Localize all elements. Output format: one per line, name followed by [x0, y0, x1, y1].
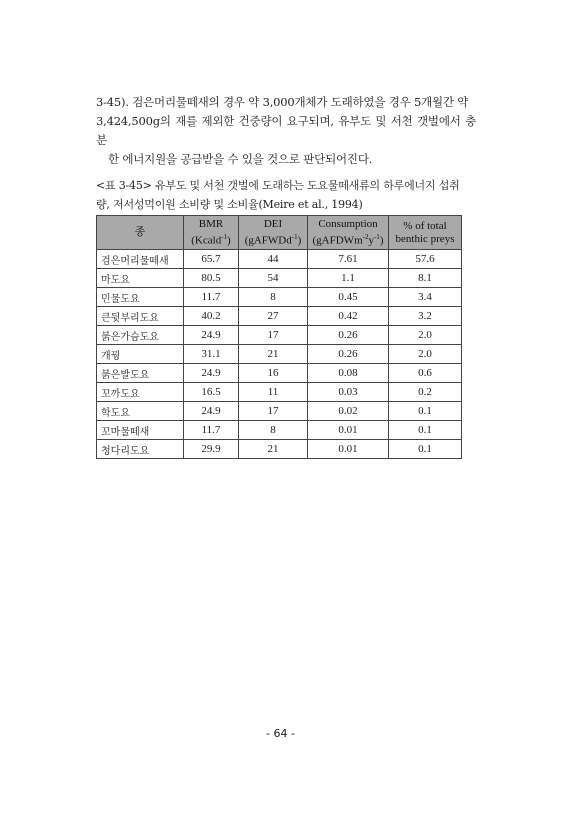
header-dei-unit: (gAFWDd: [244, 234, 292, 247]
header-bmr-unit: (Kcald: [191, 234, 222, 247]
table-row: [97, 421, 462, 440]
cell-bmr: 31.1: [184, 345, 239, 364]
cell-species: 꼬까도요: [97, 383, 184, 402]
cell-percent: 2.0: [389, 345, 462, 364]
cell-species: 청다리도요: [97, 440, 184, 459]
page-number: - 64 -: [266, 727, 295, 740]
cell-consumption: 0.02: [308, 402, 389, 421]
table-row: [97, 307, 462, 326]
cell-percent: 0.1: [389, 402, 462, 421]
cell-consumption: 1.1: [308, 269, 389, 288]
cell-bmr: 24.9: [184, 326, 239, 345]
paragraph-line: 3,424,500g의 재를 제외한 건중량이 요구되며, 유부도 및 서천 갯벌에서 충분: [96, 114, 476, 147]
table-header-row: [97, 216, 462, 250]
cell-bmr: 11.7: [184, 421, 239, 440]
cell-bmr: 11.7: [184, 288, 239, 307]
cell-bmr: 24.9: [184, 364, 239, 383]
header-cons-sup1: -2: [362, 232, 369, 241]
cell-bmr: 29.9: [184, 440, 239, 459]
cell-species: 검은머리물떼새: [97, 250, 184, 269]
header-cons-close: ): [379, 234, 384, 247]
cell-percent: 0.1: [389, 440, 462, 459]
cell-dei: 8: [239, 288, 308, 307]
table-body: [97, 250, 462, 459]
cell-dei: 11: [239, 383, 308, 402]
table-row: [97, 345, 462, 364]
header-pct-sub: benthic preys: [395, 232, 455, 245]
cell-bmr: 16.5: [184, 383, 239, 402]
cell-species: 학도요: [97, 402, 184, 421]
table-row: [97, 440, 462, 459]
paragraph-line: 한 에너지원을 공급받을 수 있을 것으로 판단되어진다.: [108, 152, 373, 166]
header-dei-title: DEI: [263, 217, 283, 230]
cell-dei: 54: [239, 269, 308, 288]
cell-percent: 0.1: [389, 421, 462, 440]
cell-dei: 44: [239, 250, 308, 269]
cell-consumption: 0.45: [308, 288, 389, 307]
cell-bmr: 65.7: [184, 250, 239, 269]
cell-consumption: 0.26: [308, 345, 389, 364]
cell-bmr: 80.5: [184, 269, 239, 288]
cell-percent: 8.1: [389, 269, 462, 288]
header-cons-sup2: -1: [373, 232, 380, 241]
header-dei: [239, 216, 308, 250]
table-row: [97, 402, 462, 421]
cell-consumption: 0.01: [308, 421, 389, 440]
cell-species: 붉은발도요: [97, 364, 184, 383]
cell-percent: 2.0: [389, 326, 462, 345]
table-row: [97, 383, 462, 402]
header-dei-sup: -1: [291, 232, 298, 241]
cell-percent: 3.2: [389, 307, 462, 326]
cell-consumption: 0.26: [308, 326, 389, 345]
header-cons-unit: (gAFDWm: [312, 234, 363, 247]
cell-dei: 16: [239, 364, 308, 383]
header-bmr: [184, 216, 239, 250]
cell-consumption: 0.01: [308, 440, 389, 459]
header-cons-mid: y: [368, 234, 374, 247]
body-paragraph: [96, 93, 476, 169]
cell-species: 꼬마물떼새: [97, 421, 184, 440]
table-row: [97, 326, 462, 345]
cell-dei: 17: [239, 326, 308, 345]
cell-consumption: 0.42: [308, 307, 389, 326]
header-percent: [389, 216, 462, 250]
cell-dei: 27: [239, 307, 308, 326]
cell-consumption: 7.61: [308, 250, 389, 269]
paragraph-line: 3-45). 검은머리물떼새의 경우 약 3,000개체가 도래하였을 경우 5개월간 약: [96, 95, 469, 109]
table-row: [97, 250, 462, 269]
cell-dei: 8: [239, 421, 308, 440]
header-bmr-close: ): [227, 234, 231, 247]
cell-species: 붉은가슴도요: [97, 326, 184, 345]
cell-dei: 21: [239, 440, 308, 459]
header-consumption: [308, 216, 389, 250]
cell-percent: 3.4: [389, 288, 462, 307]
cell-percent: 0.2: [389, 383, 462, 402]
cell-percent: 57.6: [389, 250, 462, 269]
cell-percent: 0.6: [389, 364, 462, 383]
table-row: [97, 364, 462, 383]
header-pct-title: % of total: [403, 219, 447, 232]
cell-consumption: 0.03: [308, 383, 389, 402]
header-cons-title: Consumption: [318, 217, 378, 230]
cell-consumption: 0.08: [308, 364, 389, 383]
energy-table: [96, 215, 462, 459]
header-bmr-title: BMR: [198, 217, 224, 230]
caption-line: <표 3-45> 유부도 및 서천 갯벌에 도래하는 도요물떼새류의 하루에너지 섭취: [96, 179, 460, 192]
table-row: [97, 288, 462, 307]
header-species: 종: [97, 216, 184, 250]
header-dei-close: ): [297, 234, 302, 247]
cell-species: 큰뒷부리도요: [97, 307, 184, 326]
cell-bmr: 40.2: [184, 307, 239, 326]
table-row: [97, 269, 462, 288]
header-bmr-sup: -1: [221, 232, 228, 241]
cell-species: 마도요: [97, 269, 184, 288]
cell-bmr: 24.9: [184, 402, 239, 421]
cell-dei: 17: [239, 402, 308, 421]
cell-species: 민물도요: [97, 288, 184, 307]
caption-line: 량, 저서성먹이원 소비량 및 소비율(Meire et al., 1994): [96, 198, 363, 211]
table-caption: [96, 176, 468, 214]
cell-species: 개꿩: [97, 345, 184, 364]
cell-dei: 21: [239, 345, 308, 364]
